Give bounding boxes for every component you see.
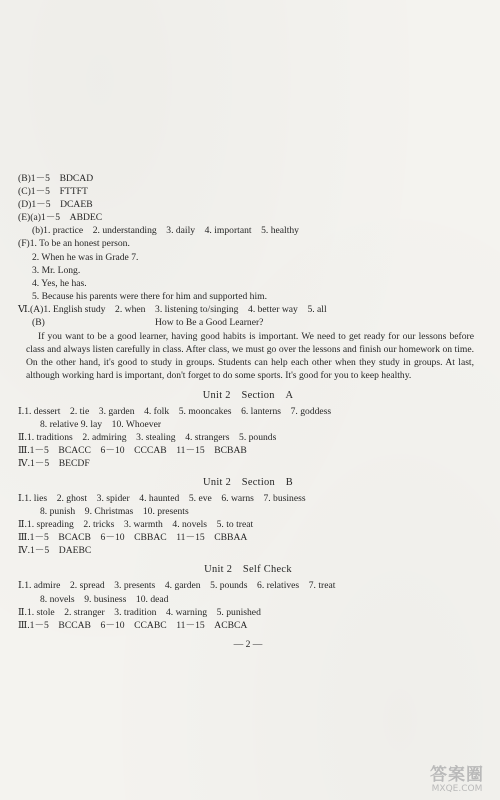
answer-line: (E)(a)1－5 ABDEC	[18, 212, 103, 224]
answer-line: (F)1. To be an honest person.	[18, 238, 130, 250]
section-heading-unit2-b: Unit 2 Section B	[203, 476, 293, 488]
answer-content	[18, 172, 478, 651]
answer-line: Ⅳ.1－5 DAEBC	[18, 545, 92, 557]
answer-line: (b)1. practice 2. understanding 3. daily 4. important 5. healthy	[32, 225, 299, 237]
page-number: — 2 —	[233, 638, 263, 650]
answer-line: Ⅲ.1－5 BCACC 6－10 CCCAB 11－15 BCBAB	[18, 444, 247, 456]
answer-line: 8. punish 9. Christmas 10. presents	[40, 506, 189, 518]
answer-line: Ⅱ.1. stole 2. stranger 3. tradition 4. warning 5. punished	[18, 606, 261, 618]
site-watermark	[420, 766, 494, 796]
essay-header	[18, 316, 478, 329]
watermark-logo: 答案圈	[430, 765, 484, 785]
answer-line: 2. When he was in Grade 7.	[32, 251, 139, 263]
answer-line: Ⅵ.(A)1. English study 2. when 3. listening to/singing 4. better way 5. all	[18, 303, 327, 315]
answer-line: 5. Because his parents were there for him and supported him.	[32, 290, 267, 302]
section-heading-unit2-self-check: Unit 2 Self Check	[204, 564, 292, 576]
essay-label: (B)	[32, 317, 45, 329]
answer-line: (B)1－5 BDCAD	[18, 173, 94, 184]
answer-line: Ⅱ.1. traditions 2. admiring 3. stealing 4. strangers 5. pounds	[18, 431, 277, 443]
answer-line: 8. novels 9. business 10. dead	[40, 593, 169, 605]
answer-line: (C)1－5 FTTFT	[18, 186, 88, 198]
answer-line: Ⅰ.1. admire 2. spread 3. presents 4. garden 5. pounds 6. relatives 7. treat	[18, 580, 336, 592]
watermark-text: MXQE.COM	[431, 784, 483, 794]
answer-line: Ⅲ.1－5 BCCAB 6－10 CCABC 11－15 ACBCA	[18, 619, 248, 631]
answer-line: 4. Yes, he has.	[32, 277, 87, 289]
answer-line: 3. Mr. Long.	[32, 264, 81, 276]
essay-paragraph: If you want to be a good learner, having good habits is important. We need to get ready for our lessons before class and always listen carefully in class. After class, we must go over the lessons and finish our homework on time. On the other hand, it's good to study in groups. Students can help each other when they study in groups. At last, although working hard is important, don't forget to do some sports. It's good for you to keep healthy.	[26, 331, 474, 382]
answer-line: Ⅱ.1. spreading 2. tricks 3. warmth 4. novels 5. to treat	[18, 519, 254, 531]
answer-line: (D)1－5 DCAEB	[18, 199, 93, 211]
answer-line: Ⅰ.1. dessert 2. tie 3. garden 4. folk 5. mooncakes 6. lanterns 7. goddess	[18, 405, 332, 417]
answer-line: 8. relative 9. lay 10. Whoever	[40, 418, 162, 430]
section-heading-unit2-a: Unit 2 Section A	[202, 389, 294, 401]
essay-title: How to Be a Good Learner?	[155, 317, 264, 329]
answer-line: Ⅰ.1. lies 2. ghost 3. spider 4. haunted 5. eve 6. warns 7. business	[18, 492, 306, 504]
answer-line: Ⅳ.1－5 BECDF	[18, 457, 90, 469]
answer-line: Ⅲ.1－5 BCACB 6－10 CBBAC 11－15 CBBAA	[18, 532, 248, 544]
